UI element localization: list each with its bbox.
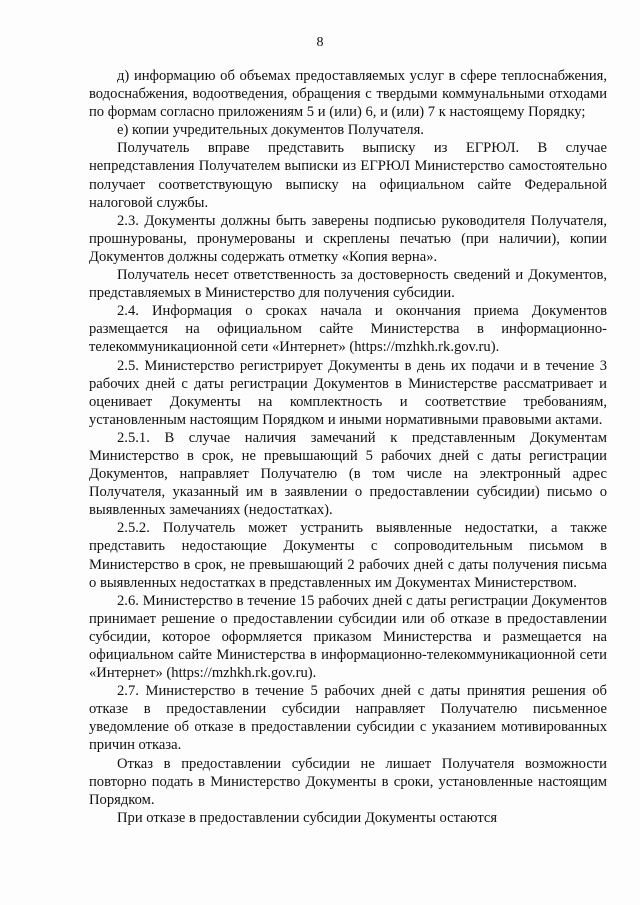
paragraph-d-services-volume: д) информацию об объемах предоставляемых услуг в сфере теплоснабжения, водоснабжения, водоотведения, обращения с твердыми коммунальными отходами по формам согласно приложениям 5 и (или) 6, и (или) 7 к настоящему Порядку; [89,68,607,121]
paragraph-2-7: 2.7. Министерство в течение 5 рабочих дней с даты принятия решения об отказе в предоставлении субсидии направляет Получателю письменное уведомление об отказе в предоставлении субсидии с указанием мотивированных причин отказа. [89,683,607,754]
paragraph-e-founding-documents: е) копии учредительных документов Получателя. [117,122,424,139]
paragraph-recipient-responsibility: Получатель несет ответственность за достоверность сведений и Документов, представляемых в Министерство для получения субсидии. [89,267,607,302]
paragraph-2-6: 2.6. Министерство в течение 15 рабочих дней с даты регистрации Документов принимает решение о предоставлении субсидии или об отказе в предоставлении субсидии, которое оформляется приказом Министерства и размещается на официальном сайте Министерства в информационно-телекоммуникационной сети «Интернет» (https://mzhkh.rk.gov.ru). [89,592,607,682]
paragraph-2-4: 2.4. Информация о сроках начала и окончания приема Документов размещается на официальном сайте Министерства в информационно-телекоммуникационной сети «Интернет» (https://mzhkh.rk.gov.ru). [89,303,607,356]
paragraph-egrul-extract: Получатель вправе представить выписку из ЕГРЮЛ. В случае непредставления Получателем выписки из ЕГРЮЛ Министерство самостоятельно получает соответствующую выписку на официальном сайте Федеральной налоговой службы. [89,140,607,211]
paragraph-refusal-resubmission: Отказ в предоставлении субсидии не лишает Получателя возможности повторно подать в Министерство Документы в сроки, установленные настоящим Порядком. [89,755,607,808]
document-body [89,67,607,827]
paragraph-2-3: 2.3. Документы должны быть заверены подписью руководителя Получателя, прошнурованы, пронумерованы и скреплены печатью (при наличии), копии Документов должны содержать отметку «Копия верна». [89,212,607,265]
paragraph-2-5-2: 2.5.2. Получатель может устранить выявленные недостатки, а также представить недостающие Документы с сопроводительным письмом в Министерство в срок, не превышающий 2 рабочих дней с даты получения письма о выявленных недостатках в представленных им Документах Министерством. [89,520,607,591]
paragraph-documents-remain: При отказе в предоставлении субсидии Документы остаются [117,809,498,826]
paragraph-2-5-1: 2.5.1. В случае наличия замечаний к представленным Документам Министерство в срок, не превышающий 5 рабочих дней с даты регистрации Документов, направляет Получателю (в том числе на электронный адрес Получателя, указанный им в заявлении о предоставлении субсидии) письмо о выявленных замечаниях (недостатках). [89,429,607,519]
paragraph-2-5: 2.5. Министерство регистрирует Документы в день их подачи и в течение 3 рабочих дней с даты регистрации Документов в Министерстве рассматривает и оценивает Документы на комплектность и соответствие требованиям, установленным настоящим Порядком и иными нормативными правовыми актами. [89,357,607,428]
page-number: 8 [316,35,324,50]
